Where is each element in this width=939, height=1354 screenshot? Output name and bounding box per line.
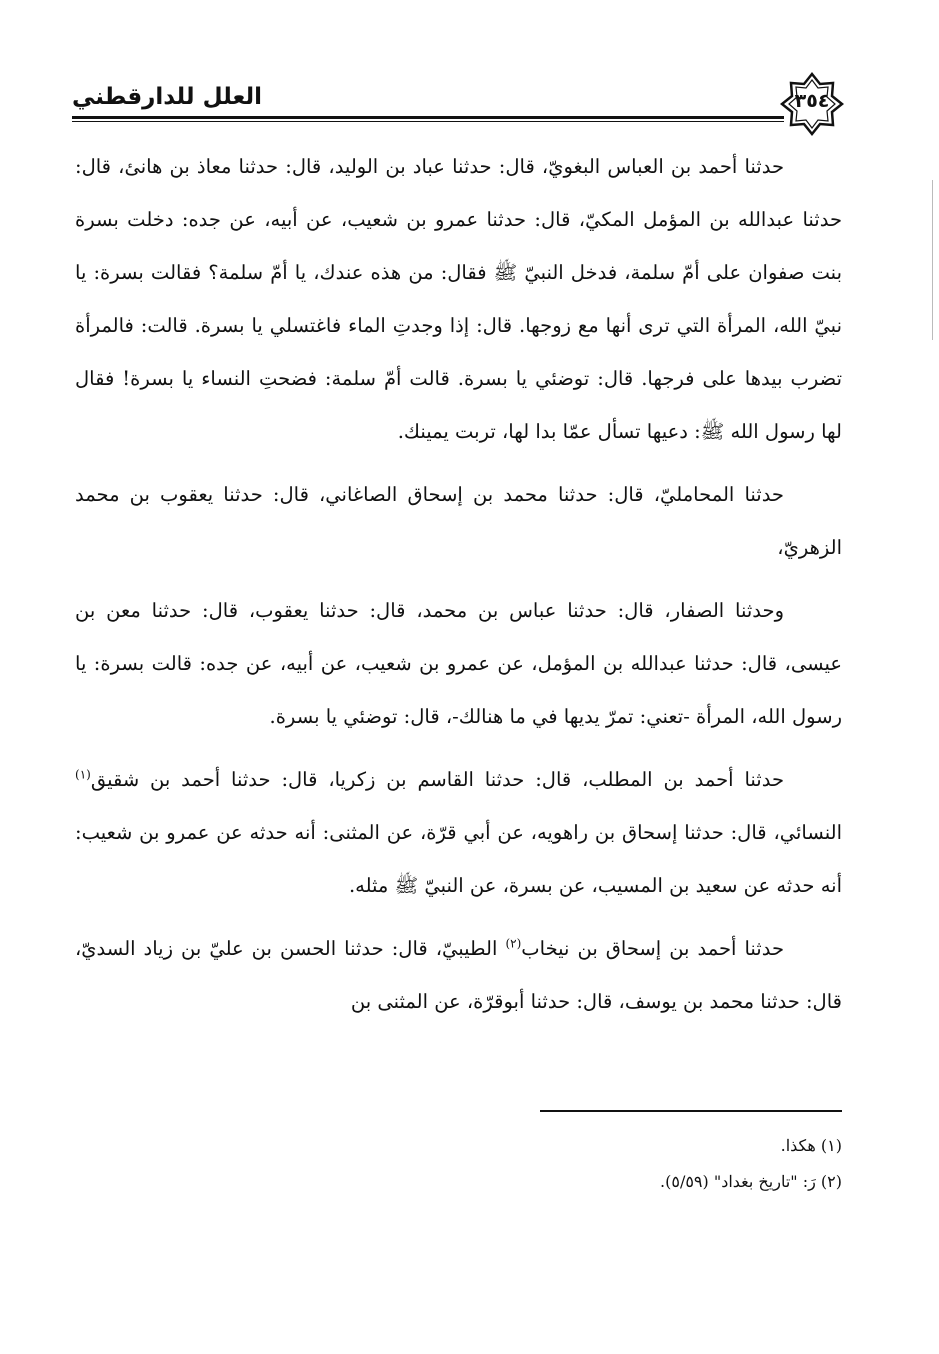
page-number-badge <box>780 72 844 136</box>
footnote-1: (١) هكذا. <box>780 1136 842 1155</box>
paragraph-text: حدثنا أحمد بن إسحاق بن نيخاب <box>521 937 785 960</box>
paragraph <box>75 922 842 1028</box>
header-rule <box>72 116 784 119</box>
footnote-2: (٢) رَ: "تاريخ بغداد" (٥/٥٩). <box>660 1172 842 1191</box>
footnotes <box>75 1128 842 1200</box>
main-text <box>75 140 842 1028</box>
paragraph: وحدثنا الصفار، قال: حدثنا عباس بن محمد، قال: حدثنا يعقوب، قال: حدثنا معن بن عيسى، قال: حدثنا عبدالله بن المؤمل، عن عمرو بن شعيب، عن أبيه، عن جده: قالت بسرة: يا رسول الله، المرأة -تعني: تمرّ يديها في ما هنالك-، قال: توضئي يا بسرة. <box>75 599 842 728</box>
header-rule-thin <box>72 121 784 122</box>
footnote-ref-1[interactable]: (١) <box>75 767 91 782</box>
scan-edge-line <box>932 180 933 340</box>
paragraph: حدثنا أحمد بن العباس البغويّ، قال: حدثنا عباد بن الوليد، قال: حدثنا معاذ بن هانئ، قال: حدثنا عبدالله بن المؤمل المكيّ، قال: حدثنا عمرو بن شعيب، عن أبيه، عن جده: دخلت بسرة بنت صفوان على أمّ سلمة، فدخل النبيّ ﷺ فقال: من هذه عندك، يا أمّ سلمة؟ فقالت بسرة: يا نبيّ الله، المرأة التي ترى أنها مع زوجها. قال: إذا وجدتِ الماء فاغتسلي يا بسرة. قالت: فالمرأة تضرب بيدها على فرجها. قال: توضئي يا بسرة. قالت أمّ سلمة: فضحتِ النساء يا بسرة! فقال لها رسول الله ﷺ: دعيها تسأل عمّا بدا لها، تربت يمينك. <box>75 155 842 443</box>
paragraph: حدثنا المحامليّ، قال: حدثنا محمد بن إسحاق الصاغاني، قال: حدثنا يعقوب بن محمد الزهريّ، <box>75 483 842 559</box>
paragraph-text: النسائي، قال: حدثنا إسحاق بن راهويه، عن أبي قرّة، عن المثنى: أنه حدثه عن عمرو بن شعيب: أنه حدثه عن سعيد بن المسيب، عن بسرة، عن النبيّ ﷺ مثله. <box>75 821 842 897</box>
paragraph <box>75 753 842 912</box>
book-title: العلل للدارقطني <box>72 84 262 110</box>
paragraph-text: الطيبيّ، قال: حدثنا الحسن بن عليّ بن زياد السديّ، قال: حدثنا محمد بن يوسف، قال: حدثنا أبوقرّة، عن المثنى بن <box>75 937 842 1013</box>
page-header <box>72 72 844 128</box>
footnote-ref-2[interactable]: (٢) <box>505 936 522 951</box>
paragraph-text: حدثنا أحمد بن المطلب، قال: حدثنا القاسم بن زكريا، قال: حدثنا أحمد بن شقيق <box>90 768 784 791</box>
page-number: ٣٥٤ <box>794 90 830 112</box>
footnote-separator <box>540 1110 842 1112</box>
